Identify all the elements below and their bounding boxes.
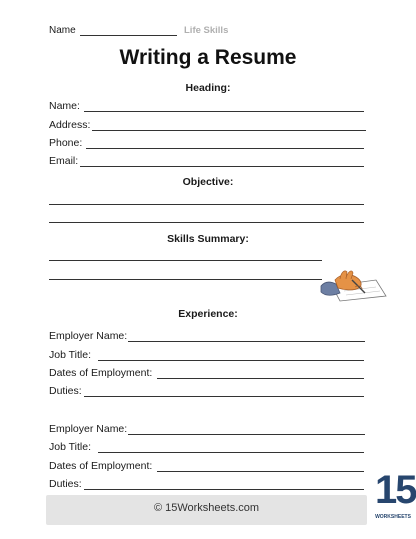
heading-email-label: Email:: [49, 155, 79, 167]
heading-address-line[interactable]: [92, 130, 366, 131]
job-title-line-1[interactable]: [98, 360, 364, 361]
heading-name-line[interactable]: [84, 111, 364, 112]
heading-phone-label: Phone:: [49, 137, 83, 149]
job-title-label-1: Job Title:: [49, 349, 92, 361]
objective-line-1[interactable]: [49, 204, 364, 205]
dates-label-1: Dates of Employment:: [49, 367, 153, 379]
dates-line-1[interactable]: [157, 378, 364, 379]
worksheets-logo[interactable]: [375, 468, 416, 530]
logo-number: 15: [375, 468, 416, 512]
skills-line-1[interactable]: [49, 260, 322, 261]
employer-name-line-1[interactable]: [128, 341, 365, 342]
job-title-line-2[interactable]: [98, 452, 364, 453]
skills-line-2[interactable]: [49, 279, 322, 280]
objective-line-2[interactable]: [49, 222, 364, 223]
skills-section-title: Skills Summary:: [167, 233, 249, 245]
name-label: Name: [49, 25, 76, 36]
duties-line-1[interactable]: [84, 396, 364, 397]
dates-line-2[interactable]: [157, 471, 364, 472]
heading-phone-line[interactable]: [86, 148, 364, 149]
duties-line-2[interactable]: [84, 489, 364, 490]
name-line[interactable]: [80, 35, 177, 36]
dates-label-2: Dates of Employment:: [49, 460, 153, 472]
employer-name-label-2: Employer Name:: [49, 423, 128, 435]
job-title-label-2: Job Title:: [49, 441, 92, 453]
copyright-text[interactable]: © 15Worksheets.com: [153, 502, 260, 514]
heading-address-label: Address:: [49, 119, 91, 131]
employer-name-line-2[interactable]: [128, 434, 365, 435]
employer-name-label-1: Employer Name:: [49, 330, 128, 342]
page-title: Writing a Resume: [119, 46, 297, 69]
objective-section-title: Objective:: [182, 176, 234, 188]
heading-email-line[interactable]: [80, 166, 364, 167]
experience-section-title: Experience:: [178, 308, 238, 320]
heading-name-label: Name:: [49, 100, 80, 112]
logo-word: WORKSHEETS: [375, 514, 411, 520]
hand-writing-illustration: [318, 260, 390, 302]
duties-label-2: Duties:: [49, 478, 82, 490]
subject-label: Life Skills: [184, 25, 229, 36]
duties-label-1: Duties:: [49, 385, 82, 397]
heading-section-title: Heading:: [185, 82, 231, 94]
